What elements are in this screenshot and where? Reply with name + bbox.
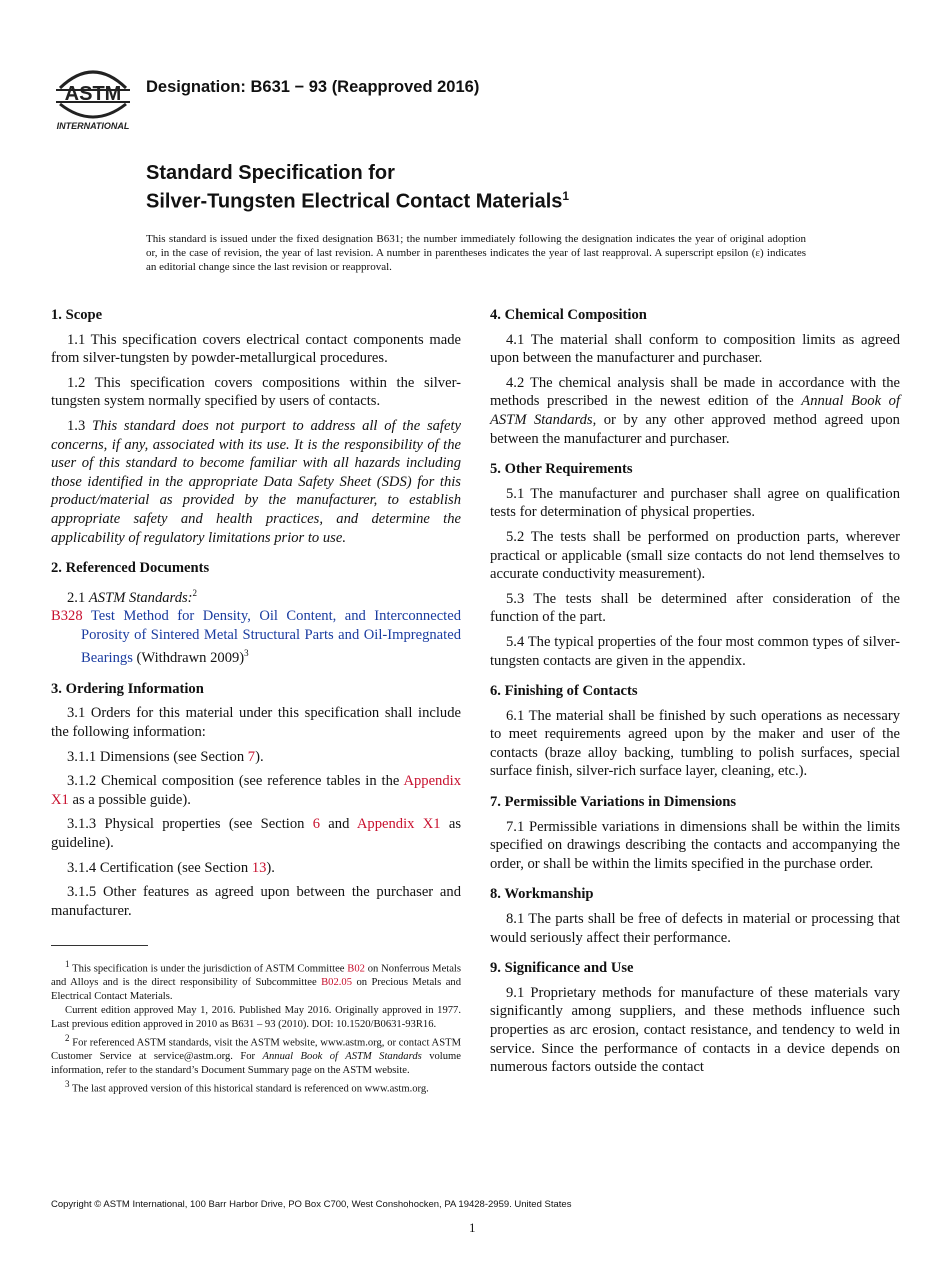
right-column	[490, 306, 900, 1089]
footnote-rule	[51, 945, 148, 946]
paragraph: 1.3 This standard does not purport to address all of the safety concerns, if any, associated with its use. It is the responsibility of the user of this standard to become familiar with all hazards including those identified in the appropriate Data Safety Sheet (SDS) for this product/material as provided by the manufacturer, to establish appropriate safety and health practices, and determine the applicability of regulatory limitations prior to use.	[51, 417, 461, 546]
section-heading: 7. Permissible Variations in Dimensions	[490, 794, 737, 811]
logo-subtext: INTERNATIONAL	[56, 121, 130, 131]
section-significance	[490, 959, 900, 1077]
subcommittee-link[interactable]: B02.05	[321, 977, 352, 989]
paragraph: 4.1 The material shall conform to composition limits as agreed upon between the manufacturer and purchaser.	[490, 331, 900, 367]
designation: Designation: B631 − 93 (Reapproved 2016)	[146, 78, 480, 96]
copyright: Copyright © ASTM International, 100 Barr Harbor Drive, PO Box C700, West Conshohocken, PA 19428-2959. United States	[51, 1199, 572, 1210]
paragraph: 5.1 The manufacturer and purchaser shall agree on qualification tests for determination of physical properties.	[490, 485, 900, 521]
title-line-2: Silver-Tungsten Electrical Contact Materials$^1$	[146, 189, 570, 213]
paragraph: 9.1 Proprietary methods for manufacture of these materials vary significantly among suppliers, and these methods influence such properties as arc erosion, contact resistance, and tendency to weld in service. Since the performance of contacts in a device depends on numerous factors outside the contact	[490, 984, 900, 1076]
section-ordering-information	[51, 680, 461, 921]
section-heading: 2. Referenced Documents	[51, 560, 210, 577]
section-heading: 1. Scope	[51, 307, 103, 323]
page-number: 1	[469, 1220, 476, 1235]
footnote-2: $^2$ For referenced ASTM standards, visit the ASTM website, www.astm.org, or contact ASTM Customer Service at service@astm.org. For Annual Book of ASTM Standards volume information, refer to the standard’s Document Summary page on the ASTM website.	[51, 1033, 461, 1076]
appendix-link[interactable]: Appendix X1	[356, 816, 441, 833]
title-line-1: Standard Specification for	[146, 162, 395, 184]
section-scope	[51, 306, 461, 547]
issued-note: This standard is issued under the fixed designation B631; the number immediately following the designation indicates the year of original adoption or, in the case of revision, the year of last revision. A number in parentheses indicates the year of last reapproval. A superscript epsilon (ε) indicates an editorial change since the last revision or reapproval.	[146, 233, 806, 273]
committee-link[interactable]: B02	[347, 963, 365, 975]
section-heading: 8. Workmanship	[490, 886, 594, 903]
paragraph: 3.1.5 Other features as agreed upon between the purchaser and manufacturer.	[51, 884, 461, 919]
section-link[interactable]: 6	[312, 816, 321, 833]
paragraph: 1.2 This specification covers compositions within the silver-tungsten system normally specified by users of contacts.	[51, 374, 461, 410]
ref-title-link[interactable]: Test Method for Density, Oil Content, and Interconnected Porosity of Sintered Metal Structural Parts and Oil-Impregnated Bearings	[81, 608, 461, 667]
document-title	[146, 162, 569, 214]
section-heading: 9. Significance and Use	[490, 960, 634, 977]
section-other-requirements	[490, 460, 900, 670]
logo-text: ASTM	[64, 83, 122, 105]
astm-logo	[50, 60, 136, 132]
paragraph: 3.1 Orders for this material under this specification shall include the following information:	[51, 705, 461, 740]
paragraph: 2.1 ASTM Standards:$^2$	[67, 587, 198, 606]
section-heading: 3. Ordering Information	[51, 680, 204, 697]
paragraph: 3.1.2 Chemical composition (see reference tables in the Appendix X1 as a possible guide).	[51, 773, 461, 808]
section-permissible-variations	[490, 793, 900, 873]
section-heading: 4. Chemical Composition	[490, 307, 647, 323]
footnote-1-edition: Current edition approved May 1, 2016. Published May 2016. Originally approved in 1977. Last previous edition approved in 2010 as B631 – 93 (2010). DOI: 10.1520/B0631-93R16.	[51, 1005, 461, 1030]
paragraph: 3.1.1 Dimensions (see Section 7).	[67, 748, 264, 765]
section-link[interactable]: 13	[251, 859, 267, 876]
footnote-1: $^1$ This specification is under the jurisdiction of ASTM Committee B02 on Nonferrous Metals and Alloys and is the direct responsibility of Subcommittee B02.05 on Precious Metals and Electrical Contact Materials.	[51, 959, 461, 1002]
section-finishing	[490, 682, 900, 781]
section-link[interactable]: 7	[247, 748, 256, 765]
paragraph: 5.2 The tests shall be performed on production parts, wherever practical or applicable (small size contacts do not lend themselves to accurate conductivity measurement).	[490, 528, 900, 583]
paragraph: 6.1 The material shall be finished by such operations as necessary to meet requirements agreed upon by the maker and user of the contacts (braze alloy backing, tumbling to polish surfaces, special surface finish, silver-rich surface layer, cleaning, etc.).	[490, 707, 900, 780]
section-chemical-composition	[490, 306, 900, 448]
paragraph: 7.1 Permissible variations in dimensions shall be within the limits specified on drawings describing the contacts and accompanying the order, or shall be within the limits specified in the purchase order.	[490, 818, 900, 872]
footnote-3: $^3$ The last approved version of this historical standard is referenced on www.astm.org.	[65, 1079, 429, 1095]
paragraph: 3.1.3 Physical properties (see Section 6 and Appendix X1 as guideline).	[51, 816, 461, 851]
section-heading: 5. Other Requirements	[490, 461, 633, 478]
paragraph: 8.1 The parts shall be free of defects in material or processing that would seriously affect their performance.	[490, 911, 900, 946]
appendix-link[interactable]: Appendix X1	[51, 773, 461, 808]
paragraph: 4.2 The chemical analysis shall be made in accordance with the methods prescribed in the newest edition of the Annual Book of ASTM Standards, or by any other approved method agreed upon between the manufacturer and purchaser.	[490, 374, 900, 447]
ref-code-link[interactable]: B328	[51, 608, 83, 625]
section-referenced-documents	[51, 559, 461, 668]
paragraph: 5.3 The tests shall be determined after consideration of the function of the part.	[490, 590, 900, 626]
section-heading: 6. Finishing of Contacts	[490, 683, 638, 700]
footnotes	[51, 958, 461, 1097]
paragraph: 3.1.4 Certification (see Section 13).	[67, 859, 275, 876]
left-column	[51, 306, 461, 932]
section-workmanship	[490, 885, 900, 947]
title-footnote-mark: 1	[562, 189, 570, 203]
reference-item: B328 Test Method for Density, Oil Content, and Interconnected Porosity of Sintered Metal Structural Parts and Oil-Impregnated Bearings (Withdrawn 2009)$^3$	[51, 608, 461, 667]
paragraph: 1.1 This specification covers electrical contact components made from silver-tungsten by powder-metallurgical procedures.	[51, 331, 461, 367]
paragraph: 5.4 The typical properties of the four most common types of silver-tungsten contacts are given in the appendix.	[490, 633, 900, 669]
